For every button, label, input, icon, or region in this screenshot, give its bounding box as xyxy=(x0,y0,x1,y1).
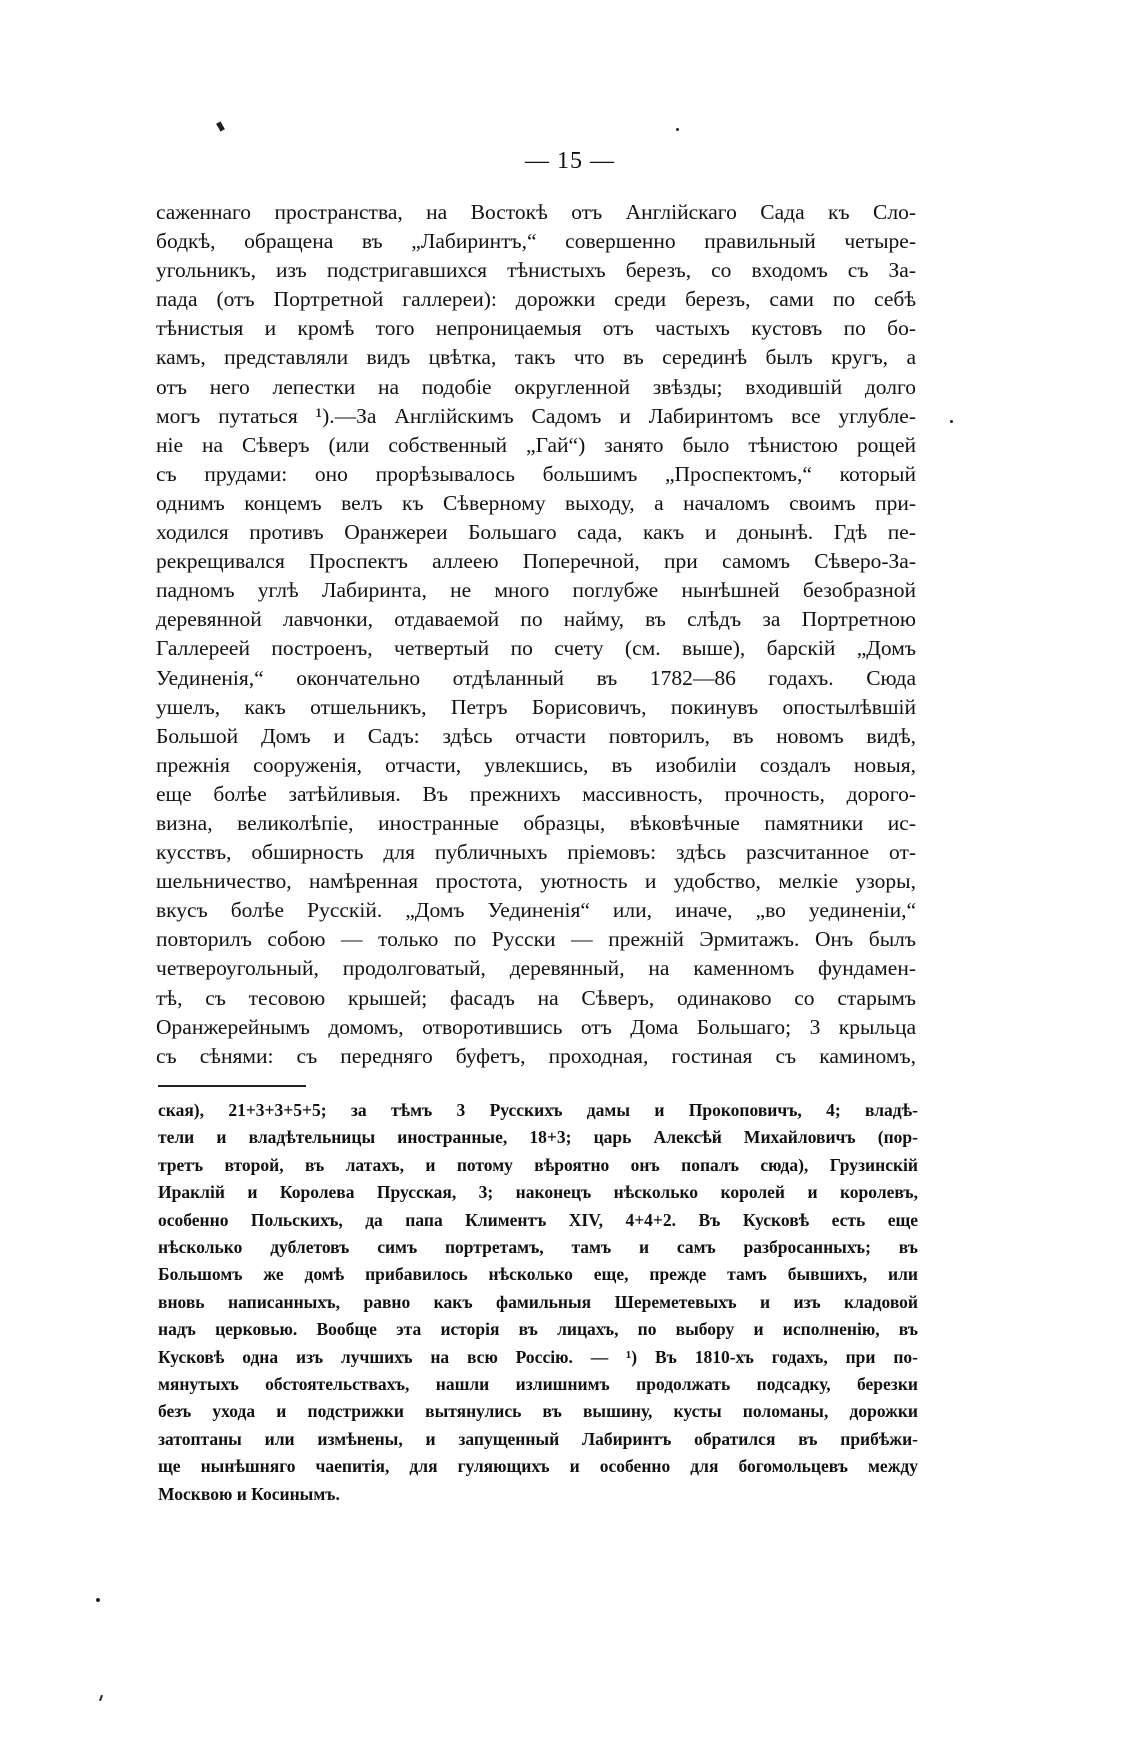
text-line: вкусъ болѣе Русскій. „Домъ Уединенія“ или, иначе, „во уединеніи,“ xyxy=(156,898,916,923)
footnote-line: мянутыхъ обстоятельствахъ, нашли излишнимъ продолжать подсадку, березки xyxy=(158,1374,918,1395)
text-line: камъ, представляли видъ цвѣтка, такъ что въ серединѣ былъ кругъ, а xyxy=(156,345,916,370)
footnote-line: надъ церковью. Вообще эта исторія въ лицахъ, по выбору и исполненію, въ xyxy=(158,1319,918,1340)
text-line: рекрещивался Проспектъ аллеею Поперечной, при самомъ Сѣверо-За- xyxy=(156,549,916,574)
main-text xyxy=(156,198,916,1071)
footnote-line: Москвою и Косинымъ. xyxy=(158,1483,340,1504)
text-line: падномъ углѣ Лабиринта, не много поглубже нынѣшней безобразной xyxy=(156,578,916,603)
footnote-line: нѣсколько дублетовъ симъ портретамъ, тамъ и самъ разбросанныхъ; въ xyxy=(158,1237,918,1258)
text-line: однимъ концемъ велъ къ Сѣверному выходу, а началомъ своимъ при- xyxy=(156,490,916,515)
page-number: — 15 — xyxy=(525,148,615,174)
text-line: угольникъ, изъ подстригавшихся тѣнистыхъ березъ, со входомъ съ За- xyxy=(156,258,916,283)
text-line: кусствъ, обширность для публичныхъ пріемовъ: здѣсь разсчитанное от- xyxy=(156,840,916,865)
text-line: ушелъ, какъ отшельникъ, Петръ Борисовичъ, покинувъ опостылѣвшій xyxy=(156,694,916,719)
text-line: пада (отъ Портретной галлереи): дорожки среди березъ, сами по себѣ xyxy=(156,287,916,312)
text-line: тѣ, съ тесовою крышей; фасадъ на Сѣверъ, одинаково со старымъ xyxy=(156,985,916,1010)
scan-speck xyxy=(676,128,679,131)
footnote-line: Ираклій и Королева Прусская, 3; наконецъ нѣсколько королей и королевъ, xyxy=(158,1182,918,1203)
text-line: саженнаго пространства, на Востокѣ отъ Англійскаго Сада къ Сло- xyxy=(156,200,916,224)
text-line: четвероугольный, продолговатый, деревянный, на каменномъ фундамен- xyxy=(156,956,916,981)
text-line: визна, великолѣпіе, иностранные образцы, вѣковѣчные памятники ис- xyxy=(156,810,916,835)
footnote-line: тели и владѣтельницы иностранные, 18+3; царь Алексѣй Михайловичъ (пор- xyxy=(158,1127,918,1148)
footnote-line: особенно Польскихъ, да папа Климентъ XIV, 4+4+2. Въ Кусковѣ есть еще xyxy=(158,1209,918,1230)
footnote-text xyxy=(158,1097,918,1508)
footnote-line: Большомъ же домѣ прибавилось нѣсколько еще, прежде тамъ бывшихъ, или xyxy=(158,1264,918,1285)
text-line: деревянной лавчонки, отдаваемой по найму, въ слѣдъ за Портретною xyxy=(156,607,916,632)
scan-speck xyxy=(216,121,225,131)
text-line: Галлереей построенъ, четвертый по счету (см. выше), барскій „Домъ xyxy=(156,636,916,661)
scan-speck xyxy=(950,420,953,423)
text-line: прежнія сооруженія, отчасти, увлекшись, въ изобиліи создалъ новыя, xyxy=(156,752,916,777)
footnote-line: затоптаны или измѣнены, и запущенный Лабиринтъ обратился въ прибѣжи- xyxy=(158,1428,918,1449)
text-line: Уединенія,“ окончательно отдѣланный въ 1782—86 годахъ. Сюда xyxy=(156,665,916,690)
text-line: Оранжерейнымъ домомъ, отворотившись отъ Дома Большаго; 3 крыльца xyxy=(156,1014,916,1039)
text-line: повторилъ собою — только по Русски — прежній Эрмитажъ. Онъ былъ xyxy=(156,927,916,952)
footnote-line: третъ второй, въ латахъ, и потому вѣроятно онъ попалъ сюда), Грузинскій xyxy=(158,1154,918,1175)
text-line: ніе на Сѣверъ (или собственный „Гай“) занято было тѣнистою рощей xyxy=(156,432,916,457)
text-line: еще болѣе затѣйливыя. Въ прежнихъ массивность, прочность, дорого- xyxy=(156,781,916,806)
footnote-line: безъ ухода и подстрижки вытянулись въ вышину, кусты поломаны, дорожки xyxy=(158,1401,918,1422)
scan-speck xyxy=(99,1695,103,1701)
text-line: шельничество, намѣренная простота, уютность и удобство, мелкіе узоры, xyxy=(156,869,916,894)
footnote-line: Кусковѣ одна изъ лучшихъ на всю Россію. — ¹) Въ 1810-хъ годахъ, при по- xyxy=(158,1346,918,1367)
text-line: могъ путаться ¹).—За Англійскимъ Садомъ и Лабиринтомъ все углубле- xyxy=(156,403,916,428)
text-line: бодкѣ, обращена въ „Лабиринтъ,“ совершенно правильный четыре- xyxy=(156,229,916,254)
footnote-line: вновь написанныхъ, равно какъ фамильныя Шереметевыхъ и изъ кладовой xyxy=(158,1291,918,1312)
text-line: съ сѣнями: съ передняго буфетъ, проходная, гостиная съ каминомъ, xyxy=(156,1043,916,1068)
text-line: Большой Домъ и Садъ: здѣсь отчасти повторилъ, въ новомъ видѣ, xyxy=(156,723,916,748)
text-line: съ прудами: оно прорѣзывалось большимъ „Проспектомъ,“ который xyxy=(156,461,916,486)
scan-speck xyxy=(96,1598,100,1602)
text-line: тѣнистыя и кромѣ того непроницаемыя отъ частыхъ кустовъ по бо- xyxy=(156,316,916,341)
footnote-line: ская), 21+3+3+5+5; за тѣмъ 3 Русскихъ дамы и Прокоповичъ, 4; владѣ- xyxy=(158,1100,918,1120)
text-line: отъ него лепестки на подобіе округленной звѣзды; входившій долго xyxy=(156,374,916,399)
footnote-separator xyxy=(158,1085,306,1087)
text-line: ходился противъ Оранжереи Большаго сада, какъ и донынѣ. Гдѣ пе- xyxy=(156,520,916,545)
footnote-line: ще нынѣшняго чаепитія, для гуляющихъ и особенно для богомольцевъ между xyxy=(158,1456,918,1477)
